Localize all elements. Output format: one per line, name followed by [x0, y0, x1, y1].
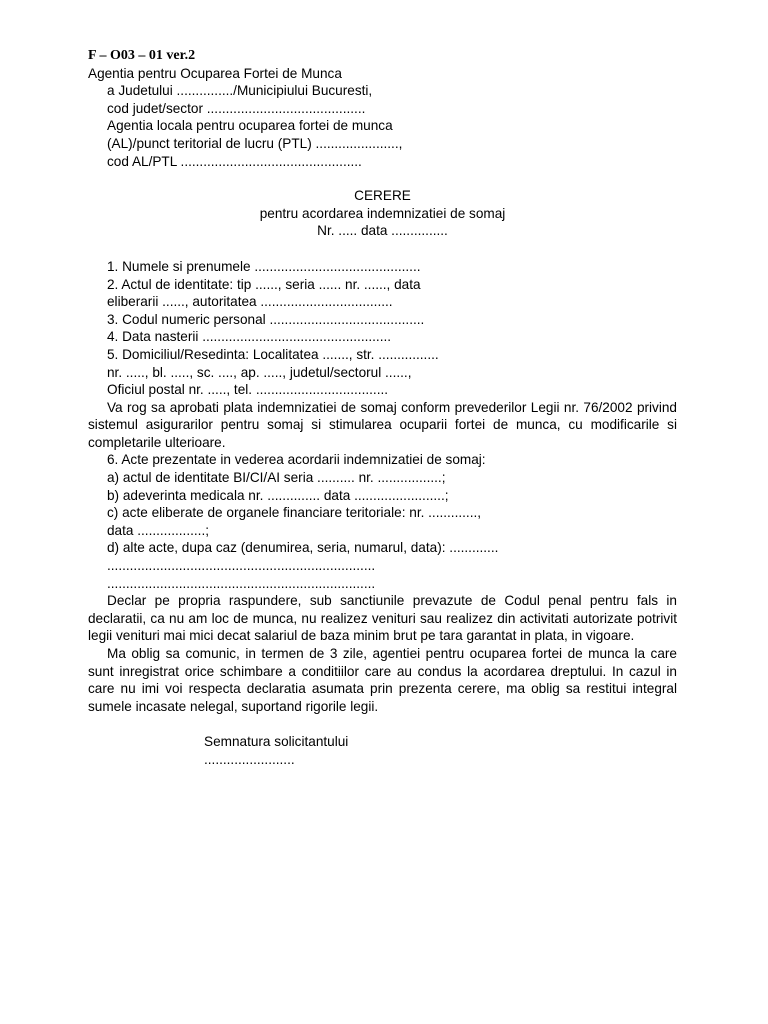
document-item: b) adeverinta medicala nr. .............. data ........................; [107, 487, 449, 503]
obligation-paragraph: Ma oblig sa comunic, in termen de 3 zile, agentiei pentru ocuparea fortei de munca la care sunt inregistrat orice schimbare a conditiilor care au condus la acordarea dreptului. In cazul in care nu imi voi respecta declaratia asumata prin prezenta cerere, ma oblig sa restitui integral sumele incasate nelegal, suportand rigorile legii. [88, 646, 677, 714]
agency-name: Agentia pentru Ocuparea Fortei de Munca [88, 65, 342, 81]
field-id-document: 2. Actul de identitate: tip ......, seria ...... nr. ......, data [107, 276, 421, 292]
field-postal-phone: Oficiul postal nr. ....., tel. ................................... [107, 382, 389, 398]
field-address: 5. Domiciliul/Resedinta: Localitatea ......., str. ................ [107, 346, 439, 362]
declaration-paragraph: Declar pe propria raspundere, sub sanctiunile prevazute de Codul penal pentru fals in declaratii, ca nu am loc de munca, nu realizez venituri sau realizez din activitati autorizate potrivit legii venituri mai mici decat salariul de baza minim brut pe tara garantat in plata, in vigoare. [88, 593, 677, 644]
al-ptl-code-line: cod AL/PTL ................................................ [107, 153, 362, 169]
documents-list [88, 451, 677, 592]
county-code-line: cod judet/sector .......................................... [107, 100, 366, 116]
document-item: a) actul de identitate BI/CI/AI seria .......... nr. .................; [107, 470, 446, 486]
request-paragraph: Va rog sa aprobati plata indemnizatiei de somaj conform prevederilor Legii nr. 76/2002 privind sistemul asigurarilor pentru somaj si stimularea ocuparii fortei de munca, cu modificarile si completarile ulterioare. [88, 399, 677, 450]
documents-heading: 6. Acte prezentate in vederea acordarii indemnizatiei de somaj: [107, 452, 486, 468]
territorial-point-line: (AL)/punct teritorial de lucru (PTL) ......................, [107, 135, 403, 151]
county-line: a Judetului .............../Municipiului Bucuresti, [107, 83, 373, 99]
local-agency-line: Agentia locala pentru ocuparea fortei de munca [107, 118, 393, 134]
signature-label: Semnatura solicitantului [204, 734, 349, 750]
form-code: F – O03 – 01 ver.2 [88, 48, 196, 63]
field-cnp: 3. Codul numeric personal ......................................... [107, 311, 425, 327]
header-block [88, 65, 677, 171]
document-title: CERERE [354, 188, 411, 204]
field-address-details: nr. ....., bl. ....., sc. ...., ap. ....., judetul/sectorul ......, [107, 364, 412, 380]
document-item: data ..................; [107, 522, 209, 538]
personal-fields [88, 258, 677, 399]
field-full-name: 1. Numele si prenumele ............................................ [107, 258, 421, 274]
registration-number-line: Nr. ..... data ............... [317, 223, 448, 239]
document-item: d) alte acte, dupa caz (denumirea, seria, numarul, data): ............. [107, 540, 499, 556]
document-item: ....................................................................... [107, 558, 376, 574]
field-birth-date: 4. Data nasterii .................................................. [107, 329, 392, 345]
field-id-issue: eliberarii ......, autoritatea ................................... [107, 294, 393, 310]
document-item: ....................................................................... [107, 575, 376, 591]
form-content [88, 47, 677, 769]
signature-line: ........................ [204, 751, 295, 767]
document-subtitle: pentru acordarea indemnizatiei de somaj [259, 205, 506, 221]
document-item: c) acte eliberate de organele financiare teritoriale: nr. ............., [107, 505, 482, 521]
